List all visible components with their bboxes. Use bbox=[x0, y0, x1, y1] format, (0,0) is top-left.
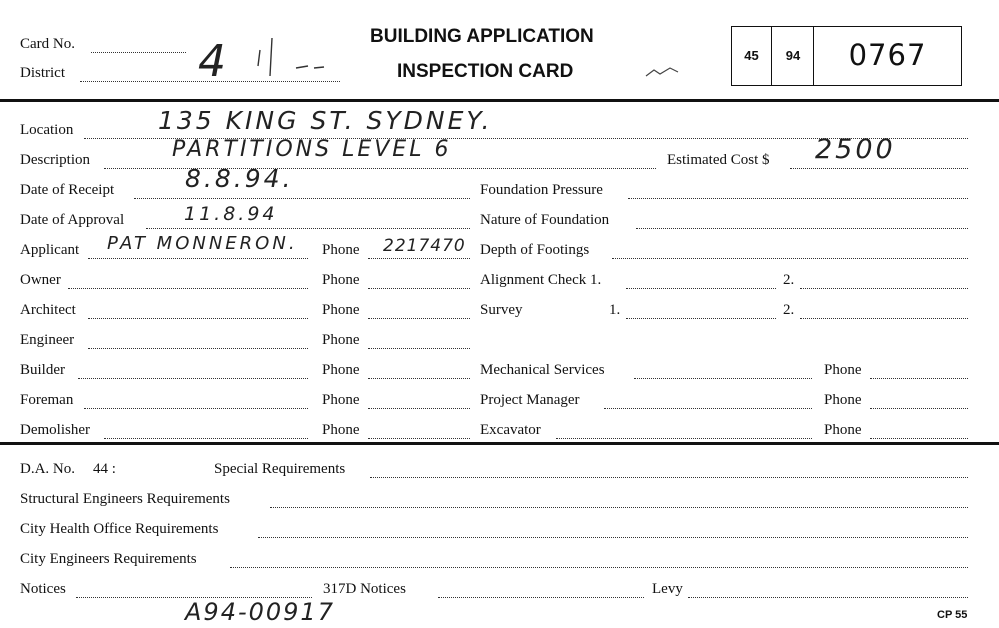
architect-phone-line[interactable] bbox=[368, 318, 470, 319]
applicant-phone-label: Phone bbox=[322, 242, 360, 258]
builder-phone-line[interactable] bbox=[368, 378, 470, 379]
applicant-value: PAT MONNERON. bbox=[107, 233, 298, 254]
project-manager-phone-line[interactable] bbox=[870, 408, 968, 409]
foreman-phone-line[interactable] bbox=[368, 408, 470, 409]
depth-footings-line[interactable] bbox=[612, 258, 968, 259]
survey-label: Survey bbox=[480, 302, 523, 318]
engineer-phone-label: Phone bbox=[322, 332, 360, 348]
survey-2-label: 2. bbox=[783, 302, 795, 318]
description-value: PARTITIONS LEVEL 6 bbox=[172, 137, 452, 162]
foundation-pressure-line[interactable] bbox=[628, 198, 968, 199]
excavator-label: Excavator bbox=[480, 422, 541, 438]
box-code-b: 94 bbox=[773, 27, 814, 85]
description-label: Description bbox=[20, 152, 90, 168]
box-code-a: 45 bbox=[732, 27, 772, 85]
header-divider bbox=[0, 99, 999, 102]
foreman-phone-label: Phone bbox=[322, 392, 360, 408]
demolisher-phone-label: Phone bbox=[322, 422, 360, 438]
engineer-line[interactable] bbox=[88, 348, 308, 349]
date-approval-value: 11.8.94 bbox=[184, 203, 278, 225]
pen-scribble-mark bbox=[236, 32, 346, 82]
foreman-line[interactable] bbox=[84, 408, 308, 409]
nature-foundation-line[interactable] bbox=[636, 228, 968, 229]
title-line1: BUILDING APPLICATION bbox=[370, 26, 594, 47]
da-no-value: 44 : bbox=[93, 461, 116, 477]
applicant-label: Applicant bbox=[20, 242, 80, 258]
excavator-line[interactable] bbox=[556, 438, 812, 439]
mechanical-line[interactable] bbox=[634, 378, 812, 379]
estimated-cost-label: Estimated Cost $ bbox=[667, 152, 770, 168]
special-requirements-line[interactable] bbox=[370, 477, 968, 478]
card-number: 0767 bbox=[848, 38, 927, 72]
owner-label: Owner bbox=[20, 272, 61, 288]
alignment-check-line-1[interactable] bbox=[626, 288, 776, 289]
district-handwritten: 4 bbox=[198, 36, 229, 87]
foreman-label: Foreman bbox=[20, 392, 74, 408]
survey-line-2[interactable] bbox=[800, 318, 968, 319]
location-value: 135 KING ST. SYDNEY. bbox=[158, 106, 493, 135]
owner-phone-label: Phone bbox=[322, 272, 360, 288]
date-receipt-value: 8.8.94. bbox=[185, 164, 294, 193]
excavator-phone-label: Phone bbox=[824, 422, 862, 438]
mechanical-phone-label: Phone bbox=[824, 362, 862, 378]
health-requirements-label: City Health Office Requirements bbox=[20, 521, 219, 537]
project-manager-label: Project Manager bbox=[480, 392, 580, 408]
card-no-line[interactable] bbox=[91, 52, 186, 53]
pen-scribble-mark-2 bbox=[640, 58, 710, 82]
engineer-label: Engineer bbox=[20, 332, 75, 348]
architect-phone-label: Phone bbox=[322, 302, 360, 318]
applicant-line[interactable] bbox=[88, 258, 308, 259]
alignment-check-line-2[interactable] bbox=[800, 288, 968, 289]
district-label: District bbox=[20, 65, 65, 81]
builder-line[interactable] bbox=[78, 378, 308, 379]
health-requirements-line[interactable] bbox=[258, 537, 968, 538]
project-manager-line[interactable] bbox=[604, 408, 812, 409]
notices-317d-label: 317D Notices bbox=[323, 581, 406, 597]
alignment-check-2-label: 2. bbox=[783, 272, 795, 288]
alignment-check-label: Alignment Check 1. bbox=[480, 272, 602, 288]
engineer-phone-line[interactable] bbox=[368, 348, 470, 349]
builder-phone-label: Phone bbox=[322, 362, 360, 378]
estimated-cost-line[interactable] bbox=[790, 168, 968, 169]
title-line2: INSPECTION CARD bbox=[397, 61, 574, 82]
form-code: CP 55 bbox=[937, 609, 968, 621]
demolisher-line[interactable] bbox=[104, 438, 308, 439]
architect-label: Architect bbox=[20, 302, 76, 318]
architect-line[interactable] bbox=[88, 318, 308, 319]
date-receipt-line[interactable] bbox=[134, 198, 470, 199]
demolisher-phone-line[interactable] bbox=[368, 438, 470, 439]
date-approval-line[interactable] bbox=[146, 228, 470, 229]
project-manager-phone-label: Phone bbox=[824, 392, 862, 408]
estimated-cost-value: 2500 bbox=[815, 134, 896, 165]
levy-label: Levy bbox=[652, 581, 683, 597]
card-no-label: Card No. bbox=[20, 36, 75, 52]
builder-label: Builder bbox=[20, 362, 65, 378]
depth-footings-label: Depth of Footings bbox=[480, 242, 590, 258]
city-engineers-label: City Engineers Requirements bbox=[20, 551, 197, 567]
date-receipt-label: Date of Receipt bbox=[20, 182, 115, 198]
city-engineers-line[interactable] bbox=[230, 567, 968, 568]
notices-label: Notices bbox=[20, 581, 66, 597]
survey-line-1[interactable] bbox=[626, 318, 776, 319]
mechanical-phone-line[interactable] bbox=[870, 378, 968, 379]
date-approval-label: Date of Approval bbox=[20, 212, 125, 228]
demolisher-label: Demolisher bbox=[20, 422, 90, 438]
survey-1-label: 1. bbox=[609, 302, 621, 318]
applicant-phone-value: 2217470 bbox=[383, 236, 466, 256]
structural-requirements-line[interactable] bbox=[270, 507, 968, 508]
card-number-box bbox=[731, 26, 962, 86]
reference-number: A94-00917 bbox=[185, 598, 335, 626]
da-no-label: D.A. No. bbox=[20, 461, 75, 477]
levy-line[interactable] bbox=[688, 597, 968, 598]
owner-line[interactable] bbox=[68, 288, 308, 289]
notices-317d-line[interactable] bbox=[438, 597, 644, 598]
structural-requirements-label: Structural Engineers Requirements bbox=[20, 491, 230, 507]
special-requirements-label: Special Requirements bbox=[214, 461, 346, 477]
applicant-phone-line[interactable] bbox=[368, 258, 470, 259]
location-label: Location bbox=[20, 122, 74, 138]
nature-foundation-label: Nature of Foundation bbox=[480, 212, 610, 228]
excavator-phone-line[interactable] bbox=[870, 438, 968, 439]
mechanical-label: Mechanical Services bbox=[480, 362, 605, 378]
foundation-pressure-label: Foundation Pressure bbox=[480, 182, 603, 198]
owner-phone-line[interactable] bbox=[368, 288, 470, 289]
fields-divider bbox=[0, 442, 999, 445]
